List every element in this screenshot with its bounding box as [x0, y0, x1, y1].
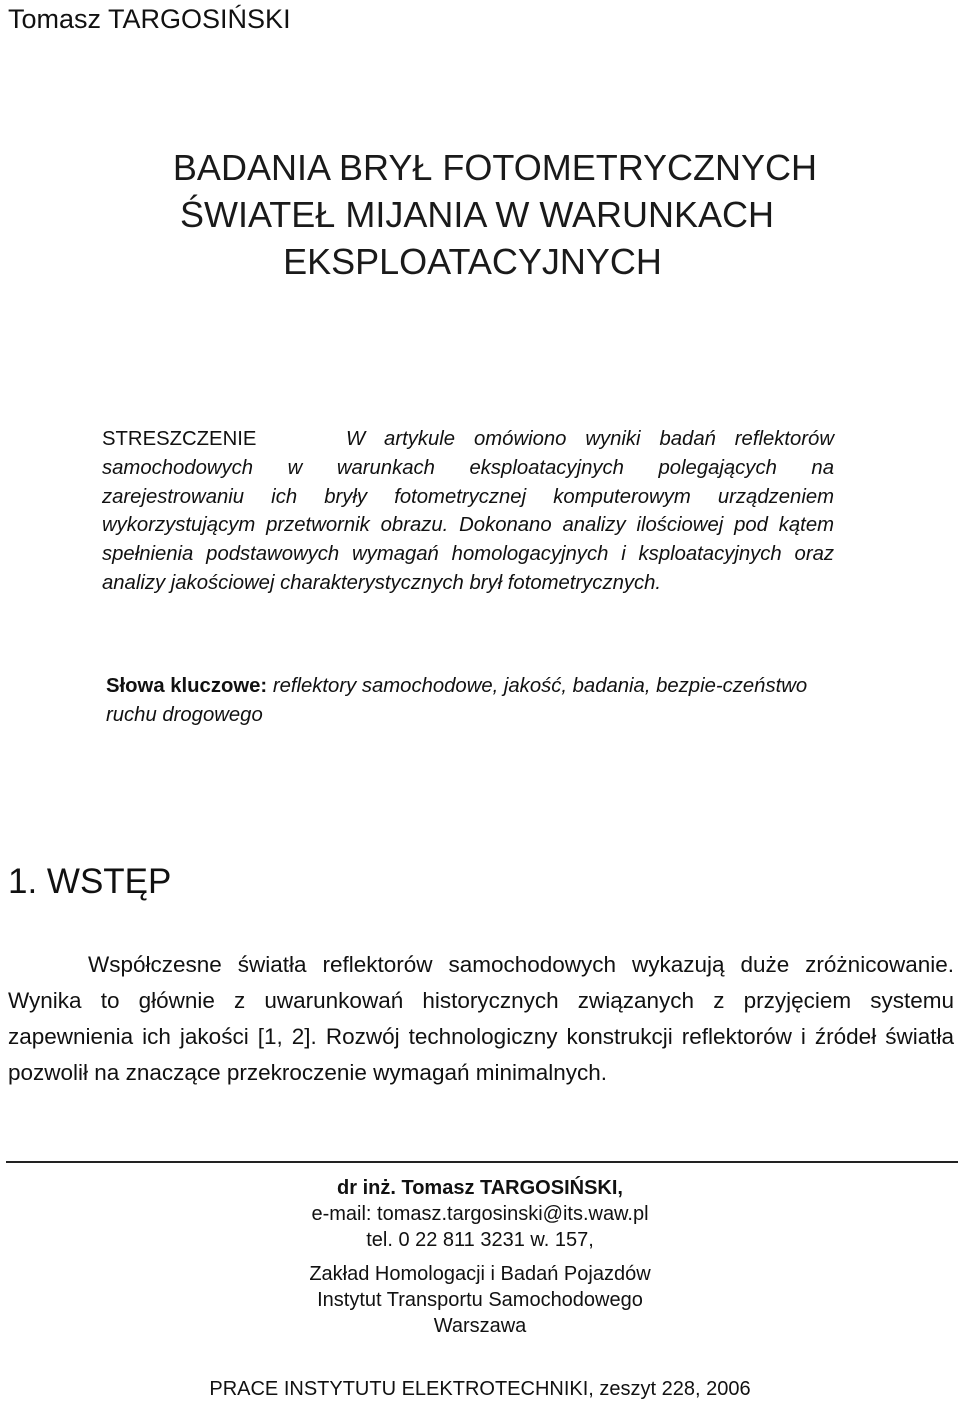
author-header: Tomasz TARGOSIŃSKI	[8, 4, 291, 34]
title-line-1: BADANIA BRYŁ FOTOMETRYCZNYCH	[172, 147, 818, 188]
intro-paragraph: Współczesne światła reflektorów samochodowych wykazują duże zróżnicowanie. Wynika to głównie z uwarunkowań historycznych związanych z przyjęciem systemu zapewnienia ich jakości [1, 2]. Rozwój technologiczny konstrukcji reflektorów i źródeł światła pozwolił na znaczące przekroczenie wymagań minimalnych.	[8, 952, 954, 1085]
abstract-text: W artykule omówiono wyniki badań reflektorów samochodowych w warunkach eksploatacyjnych polegających na zarejestrowaniu ich bryły fotometrycznej komputerowym urządzeniem wykorzystującym przetwornik obrazu. Dokonano analizy ilościowej pod kątem spełnienia podstawowych wymagań homologacyjnych i ksploatacyjnych oraz analizy jakościowej charakterystycznych brył fotometrycznych.	[102, 428, 834, 594]
paper-title	[0, 144, 960, 285]
author-affiliation	[0, 1175, 960, 1339]
journal-footer: PRACE INSTYTUTU ELEKTROTECHNIKI, zeszyt 228, 2006	[209, 1378, 751, 1400]
keywords-text: reflektory samochodowe, jakość, badania, bezpie-czeństwo ruchu drogowego	[106, 675, 808, 726]
author-institute: Instytut Transportu Samochodowego	[317, 1289, 643, 1311]
title-line-3: EKSPLOATACYJNYCH	[283, 241, 662, 282]
abstract-label: STRESZCZENIE	[102, 428, 257, 450]
author-department: Zakład Homologacji i Badań Pojazdów	[309, 1263, 651, 1285]
keywords	[106, 672, 850, 730]
section-heading: 1. WSTĘP	[8, 862, 172, 901]
keywords-label: Słowa kluczowe:	[106, 675, 268, 697]
author-phone: tel. 0 22 811 3231 w. 157,	[366, 1229, 594, 1251]
abstract	[102, 425, 834, 598]
author-name: dr inż. Tomasz TARGOSIŃSKI,	[337, 1177, 623, 1199]
footnote-divider	[6, 1161, 958, 1163]
title-line-2: ŚWIATEŁ MIJANIA W WARUNKACH	[179, 194, 775, 235]
author-email: e-mail: tomasz.targosinski@its.waw.pl	[311, 1203, 649, 1225]
author-city: Warszawa	[433, 1315, 527, 1337]
